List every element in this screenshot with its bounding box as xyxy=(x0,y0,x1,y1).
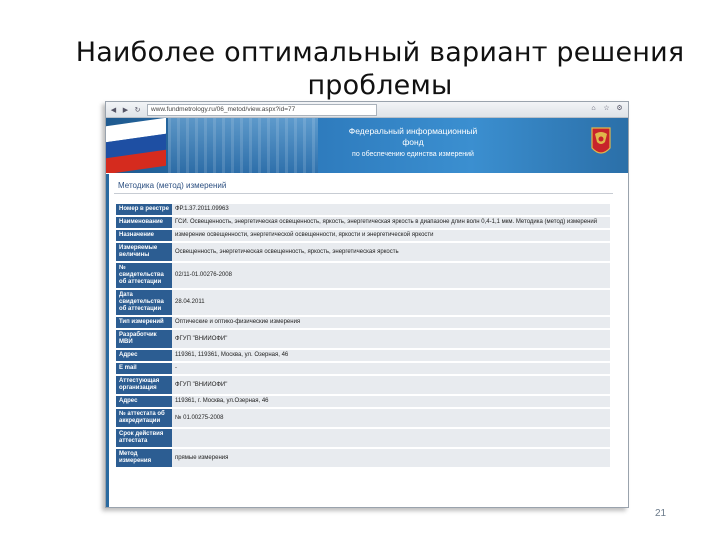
browser-toolbar xyxy=(106,102,628,118)
field-value: 119361, г. Москва, ул.Озерная, 46 xyxy=(172,396,610,407)
star-icon[interactable]: ☆ xyxy=(603,105,610,112)
table-row xyxy=(116,243,610,261)
record-table xyxy=(116,202,610,469)
page-number: 21 xyxy=(655,508,667,519)
gear-icon[interactable]: ⚙ xyxy=(616,105,623,112)
russian-flag-icon xyxy=(106,122,166,170)
table-row xyxy=(116,363,610,374)
building-image xyxy=(168,118,318,173)
field-value: Оптические и оптико-физические измерения xyxy=(172,317,610,328)
site-banner xyxy=(106,118,628,173)
field-value: № 01.00275-2008 xyxy=(172,409,610,427)
coat-of-arms-icon xyxy=(586,124,616,162)
field-label: E mail xyxy=(116,363,172,374)
home-icon[interactable]: ⌂ xyxy=(591,105,596,112)
field-value: измерение освещенности, энергетической освещенности, яркости и энергетической яркости xyxy=(172,230,610,241)
forward-icon[interactable]: ▶ xyxy=(122,106,129,114)
field-label: Наименование xyxy=(116,217,172,228)
field-value xyxy=(172,429,610,447)
table-row xyxy=(116,449,610,467)
field-value: ФГУП "ВНИИОФИ" xyxy=(172,330,610,348)
table-row xyxy=(116,409,610,427)
table-row xyxy=(116,230,610,241)
table-row xyxy=(116,396,610,407)
field-label: № свидетельства об аттестации xyxy=(116,263,172,288)
banner-title xyxy=(328,126,498,160)
field-value: ФГУП "ВНИИОФИ" xyxy=(172,376,610,394)
table-row xyxy=(116,429,610,447)
banner-line-3: по обеспечению единства измерений xyxy=(352,151,474,158)
field-label: № аттестата об аккредитации xyxy=(116,409,172,427)
table-row xyxy=(116,317,610,328)
field-label: Дата свидетельства об аттестации xyxy=(116,290,172,315)
table-row xyxy=(116,290,610,315)
table-row xyxy=(116,350,610,361)
field-value: 28.04.2011 xyxy=(172,290,610,315)
field-label: Тип измерений xyxy=(116,317,172,328)
field-value: ГСИ. Освещенность, энергетическая освещенность, яркость, энергетическая яркость в диапазоне длин волн 0,4-1,1 мкм. Методика (метод) измерений xyxy=(172,217,610,228)
field-label: Назначение xyxy=(116,230,172,241)
field-value: Освещенность, энергетическая освещенность, яркость, энергетическая яркость xyxy=(172,243,610,261)
field-label: Разработчик МВИ xyxy=(116,330,172,348)
page-left-border xyxy=(106,174,109,507)
field-value: - xyxy=(172,363,610,374)
back-icon[interactable]: ◀ xyxy=(110,106,117,114)
field-value: прямые измерения xyxy=(172,449,610,467)
field-label: Адрес xyxy=(116,350,172,361)
banner-line-1: Федеральный информационный xyxy=(348,126,478,136)
table-row xyxy=(116,376,610,394)
table-row xyxy=(116,330,610,348)
field-label: Аттестующая организация xyxy=(116,376,172,394)
field-label: Срок действия аттестата xyxy=(116,429,172,447)
field-label: Метод измерения xyxy=(116,449,172,467)
table-row xyxy=(116,204,610,215)
section-title: Методика (метод) измерений xyxy=(114,179,613,194)
field-label: Измеряемые величины xyxy=(116,243,172,261)
table-row xyxy=(116,263,610,288)
field-value: 02/11-01.00276-2008 xyxy=(172,263,610,288)
table-row xyxy=(116,217,610,228)
refresh-icon[interactable]: ↻ xyxy=(134,106,141,114)
field-value: ФР.1.37.2011.09963 xyxy=(172,204,610,215)
field-value: 119361, 119361, Москва, ул. Озерная, 46 xyxy=(172,350,610,361)
address-bar[interactable]: www.fundmetrology.ru/06_metod/view.aspx?id=77 xyxy=(147,104,377,116)
record-content xyxy=(114,179,613,469)
field-label: Адрес xyxy=(116,396,172,407)
slide-title: Наиболее оптимальный вариант решения проблемы xyxy=(75,37,685,101)
website-screenshot xyxy=(105,101,629,508)
banner-line-2: фонд xyxy=(402,137,424,147)
field-label: Номер в реестре xyxy=(116,204,172,215)
